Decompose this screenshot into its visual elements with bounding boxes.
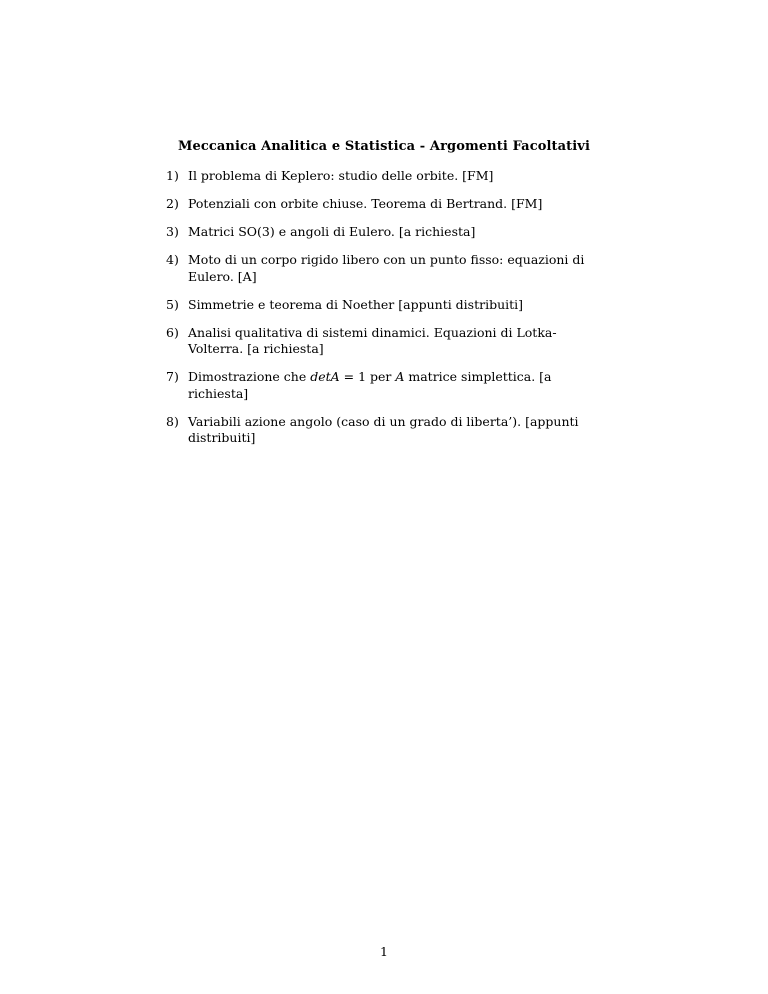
item-text xyxy=(188,369,602,402)
item-text-after: matrice simplettica. [a richiesta] xyxy=(188,369,552,401)
list-item xyxy=(166,168,602,185)
item-number: 4) xyxy=(166,252,179,267)
item-text: Matrici SO(3) e angoli di Eulero. [a richiesta] xyxy=(188,224,476,239)
topic-list xyxy=(166,168,602,458)
list-item xyxy=(166,196,602,213)
item-text-middle: = 1 per xyxy=(339,369,396,384)
page-number: 1 xyxy=(380,944,388,959)
item-number: 8) xyxy=(166,413,179,429)
list-item xyxy=(166,252,602,285)
item-text: Analisi qualitativa di sistemi dinamici. Equazioni di Lotka-Volterra. [a richiesta] xyxy=(188,324,557,356)
page-title: Meccanica Analitica e Statistica - Argomenti Facoltativi xyxy=(178,139,590,154)
item-text: Variabili azione angolo (caso di un grado di liberta’). [appunti distribuiti] xyxy=(188,413,579,445)
list-item xyxy=(166,369,602,402)
item-text: Potenziali con orbite chiuse. Teorema di Bertrand. [FM] xyxy=(188,196,543,211)
list-item xyxy=(166,325,602,358)
math-det-a: detA xyxy=(310,369,340,384)
item-number: 2) xyxy=(166,196,179,211)
math-a: A xyxy=(395,369,405,384)
item-text: Simmetrie e teorema di Noether [appunti distribuiti] xyxy=(188,296,524,312)
item-number: 1) xyxy=(166,168,179,183)
item-text: Moto di un corpo rigido libero con un punto fisso: equazioni di Eulero. [A] xyxy=(188,252,585,284)
item-number: 7) xyxy=(166,369,179,384)
item-number: 3) xyxy=(166,224,179,239)
list-item xyxy=(166,414,602,447)
list-item xyxy=(166,224,602,241)
item-text-before: Dimostrazione che xyxy=(188,369,311,384)
item-number: 6) xyxy=(166,324,179,340)
item-number: 5) xyxy=(166,296,179,312)
list-item xyxy=(166,297,602,314)
item-text: Il problema di Keplero: studio delle orbite. [FM] xyxy=(188,168,494,183)
